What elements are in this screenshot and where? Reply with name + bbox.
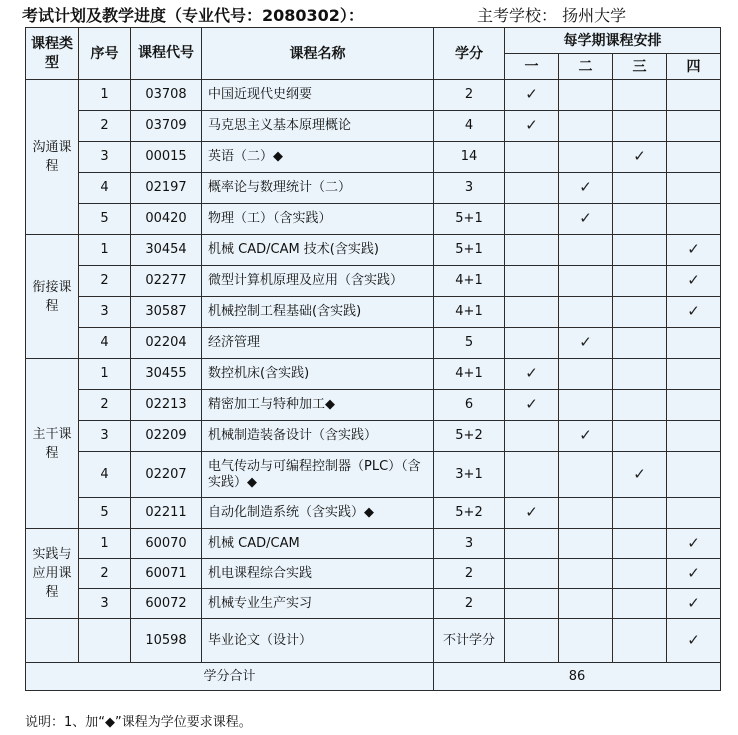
term-1-cell	[505, 111, 559, 142]
term-4-cell	[667, 619, 721, 663]
row-index: 3	[79, 421, 131, 452]
term-3-cell	[613, 559, 667, 589]
term-3-cell	[613, 359, 667, 390]
course-credits: 5	[434, 328, 505, 359]
table-row	[26, 80, 721, 111]
course-name: 机电课程综合实践	[202, 559, 434, 589]
term-2-cell	[559, 297, 613, 328]
table-row	[26, 235, 721, 266]
course-credits: 2	[434, 589, 505, 619]
check-mark-icon: ✓	[687, 240, 700, 258]
term-2-cell	[559, 173, 613, 204]
term-2-cell	[559, 452, 613, 498]
term-1-cell	[505, 359, 559, 390]
category-cell: 沟通课程	[26, 80, 79, 235]
course-credits: 4+1	[434, 266, 505, 297]
course-code: 03708	[131, 80, 202, 111]
term-1-cell	[505, 204, 559, 235]
course-code: 10598	[131, 619, 202, 663]
check-mark-icon: ✓	[687, 533, 700, 552]
course-credits: 5+1	[434, 204, 505, 235]
course-name: 微型计算机原理及应用（含实践）	[202, 266, 434, 297]
course-code: 02207	[131, 452, 202, 498]
term-1-cell	[505, 80, 559, 111]
term-4-cell	[667, 559, 721, 589]
term-1-cell	[505, 173, 559, 204]
term-2-cell	[559, 529, 613, 559]
row-index: 1	[79, 529, 131, 559]
check-mark-icon: ✓	[579, 333, 592, 351]
course-name: 机械专业生产实习	[202, 589, 434, 619]
course-credits: 4	[434, 111, 505, 142]
course-credits: 3	[434, 529, 505, 559]
term-2-cell	[559, 619, 613, 663]
footnote: 说明：1、加“◆”课程为学位要求课程。	[25, 715, 252, 730]
check-mark-icon: ✓	[525, 503, 538, 521]
header-term-1: 一	[505, 54, 559, 80]
table-row	[26, 142, 721, 173]
course-code: 30454	[131, 235, 202, 266]
course-plan-table	[25, 27, 721, 691]
host-school: 主考学校： 扬州大学	[477, 6, 627, 25]
table-row	[26, 421, 721, 452]
term-1-cell	[505, 529, 559, 559]
course-code: 02204	[131, 328, 202, 359]
term-3-cell	[613, 142, 667, 173]
course-name: 机械 CAD/CAM	[202, 529, 434, 559]
term-2-cell	[559, 421, 613, 452]
row-index: 4	[79, 452, 131, 498]
term-4-cell	[667, 266, 721, 297]
table-row	[26, 498, 721, 529]
header-schedule: 每学期课程安排	[505, 28, 721, 54]
term-3-cell	[613, 589, 667, 619]
category-cell: 实践与应用课程	[26, 529, 79, 619]
term-1-cell	[505, 390, 559, 421]
header-credits: 学分	[434, 28, 505, 80]
course-code: 02213	[131, 390, 202, 421]
term-2-cell	[559, 142, 613, 173]
course-code: 60070	[131, 529, 202, 559]
term-1-cell	[505, 235, 559, 266]
term-1-cell	[505, 421, 559, 452]
term-4-cell	[667, 390, 721, 421]
course-code: 30587	[131, 297, 202, 328]
course-code: 00420	[131, 204, 202, 235]
course-code: 03709	[131, 111, 202, 142]
term-2-cell	[559, 266, 613, 297]
table-row	[26, 359, 721, 390]
term-2-cell	[559, 498, 613, 529]
check-mark-icon: ✓	[525, 364, 538, 382]
header-term-2: 二	[559, 54, 613, 80]
check-mark-icon: ✓	[687, 630, 700, 649]
course-credits: 4+1	[434, 297, 505, 328]
term-4-cell	[667, 235, 721, 266]
course-name: 电气传动与可编程控制器（PLC）（含实践）◆	[202, 452, 434, 498]
row-index: 2	[79, 559, 131, 589]
total-value: 86	[434, 663, 721, 691]
row-index: 3	[79, 297, 131, 328]
course-rows	[26, 80, 721, 663]
check-mark-icon: ✓	[687, 302, 700, 320]
course-name: 经济管理	[202, 328, 434, 359]
course-name: 概率论与数理统计（二）	[202, 173, 434, 204]
course-name: 精密加工与特种加工◆	[202, 390, 434, 421]
table-row	[26, 266, 721, 297]
course-code: 60072	[131, 589, 202, 619]
row-index: 1	[79, 80, 131, 111]
category-cell: 衔接课程	[26, 235, 79, 359]
term-1-cell	[505, 142, 559, 173]
course-credits: 3+1	[434, 452, 505, 498]
check-mark-icon: ✓	[687, 563, 700, 582]
course-name: 机械控制工程基础(含实践)	[202, 297, 434, 328]
course-name: 机械 CAD/CAM 技术(含实践)	[202, 235, 434, 266]
term-3-cell	[613, 328, 667, 359]
check-mark-icon: ✓	[687, 271, 700, 289]
row-index: 5	[79, 204, 131, 235]
table-row	[26, 390, 721, 421]
term-4-cell	[667, 328, 721, 359]
course-name: 自动化制造系统（含实践）◆	[202, 498, 434, 529]
term-3-cell	[613, 266, 667, 297]
row-index: 2	[79, 390, 131, 421]
check-mark-icon: ✓	[633, 464, 646, 483]
table-row	[26, 173, 721, 204]
term-1-cell	[505, 452, 559, 498]
course-name: 英语（二）◆	[202, 142, 434, 173]
plan-title: 考试计划及教学进度（专业代号：2080302）：	[22, 6, 364, 25]
course-code: 02209	[131, 421, 202, 452]
table-row	[26, 111, 721, 142]
course-credits: 3	[434, 173, 505, 204]
term-1-cell	[505, 619, 559, 663]
term-3-cell	[613, 204, 667, 235]
course-code: 30455	[131, 359, 202, 390]
table-row	[26, 529, 721, 559]
table-row	[26, 559, 721, 589]
term-4-cell	[667, 80, 721, 111]
category-cell	[26, 619, 79, 663]
row-index: 2	[79, 111, 131, 142]
term-1-cell	[505, 266, 559, 297]
term-4-cell	[667, 111, 721, 142]
table-row	[26, 204, 721, 235]
table-row	[26, 619, 721, 663]
header-index: 序号	[79, 28, 131, 80]
term-3-cell	[613, 173, 667, 204]
row-index: 4	[79, 328, 131, 359]
check-mark-icon: ✓	[579, 178, 592, 196]
course-credits: 2	[434, 559, 505, 589]
term-2-cell	[559, 390, 613, 421]
check-mark-icon: ✓	[525, 116, 538, 134]
term-1-cell	[505, 328, 559, 359]
term-2-cell	[559, 589, 613, 619]
term-1-cell	[505, 589, 559, 619]
course-name: 物理（工）（含实践）	[202, 204, 434, 235]
term-4-cell	[667, 204, 721, 235]
term-2-cell	[559, 111, 613, 142]
row-index: 3	[79, 142, 131, 173]
course-name: 中国近现代史纲要	[202, 80, 434, 111]
course-code: 02211	[131, 498, 202, 529]
term-4-cell	[667, 142, 721, 173]
row-index: 1	[79, 235, 131, 266]
table-row	[26, 328, 721, 359]
term-3-cell	[613, 421, 667, 452]
row-index: 3	[79, 589, 131, 619]
row-index: 2	[79, 266, 131, 297]
course-credits: 5+2	[434, 498, 505, 529]
table-row	[26, 297, 721, 328]
term-3-cell	[613, 235, 667, 266]
header-term-3: 三	[613, 54, 667, 80]
term-3-cell	[613, 297, 667, 328]
term-2-cell	[559, 559, 613, 589]
term-3-cell	[613, 619, 667, 663]
header-code: 课程代号	[131, 28, 202, 80]
term-3-cell	[613, 498, 667, 529]
total-label: 学分合计	[26, 663, 434, 691]
check-mark-icon: ✓	[579, 426, 592, 444]
check-mark-icon: ✓	[687, 593, 700, 612]
term-4-cell	[667, 529, 721, 559]
row-index: 1	[79, 359, 131, 390]
term-4-cell	[667, 498, 721, 529]
term-4-cell	[667, 297, 721, 328]
table-row	[26, 589, 721, 619]
course-name: 马克思主义基本原理概论	[202, 111, 434, 142]
term-3-cell	[613, 390, 667, 421]
check-mark-icon: ✓	[525, 85, 538, 103]
course-code: 00015	[131, 142, 202, 173]
course-credits: 5+1	[434, 235, 505, 266]
course-credits: 4+1	[434, 359, 505, 390]
course-credits: 不计学分	[434, 619, 505, 663]
course-name: 数控机床(含实践)	[202, 359, 434, 390]
course-name: 毕业论文（设计）	[202, 619, 434, 663]
term-4-cell	[667, 359, 721, 390]
course-code: 60071	[131, 559, 202, 589]
term-2-cell	[559, 328, 613, 359]
row-index	[79, 619, 131, 663]
term-1-cell	[505, 297, 559, 328]
course-code: 02277	[131, 266, 202, 297]
term-3-cell	[613, 111, 667, 142]
table-row	[26, 452, 721, 498]
course-credits: 6	[434, 390, 505, 421]
course-credits: 14	[434, 142, 505, 173]
check-mark-icon: ✓	[579, 209, 592, 227]
course-credits: 2	[434, 80, 505, 111]
check-mark-icon: ✓	[525, 395, 538, 413]
term-1-cell	[505, 559, 559, 589]
term-1-cell	[505, 498, 559, 529]
term-4-cell	[667, 173, 721, 204]
header-name: 课程名称	[202, 28, 434, 80]
row-index: 4	[79, 173, 131, 204]
header-category: 课程类型	[26, 28, 79, 80]
term-2-cell	[559, 80, 613, 111]
course-name: 机械制造装备设计（含实践）	[202, 421, 434, 452]
course-credits: 5+2	[434, 421, 505, 452]
title-bar	[22, 0, 722, 24]
header-term-4: 四	[667, 54, 721, 80]
row-index: 5	[79, 498, 131, 529]
term-2-cell	[559, 359, 613, 390]
term-4-cell	[667, 589, 721, 619]
term-2-cell	[559, 204, 613, 235]
category-cell: 主干课程	[26, 359, 79, 529]
course-code: 02197	[131, 173, 202, 204]
term-3-cell	[613, 80, 667, 111]
check-mark-icon: ✓	[633, 147, 646, 165]
term-3-cell	[613, 452, 667, 498]
term-2-cell	[559, 235, 613, 266]
term-4-cell	[667, 421, 721, 452]
term-4-cell	[667, 452, 721, 498]
term-3-cell	[613, 529, 667, 559]
